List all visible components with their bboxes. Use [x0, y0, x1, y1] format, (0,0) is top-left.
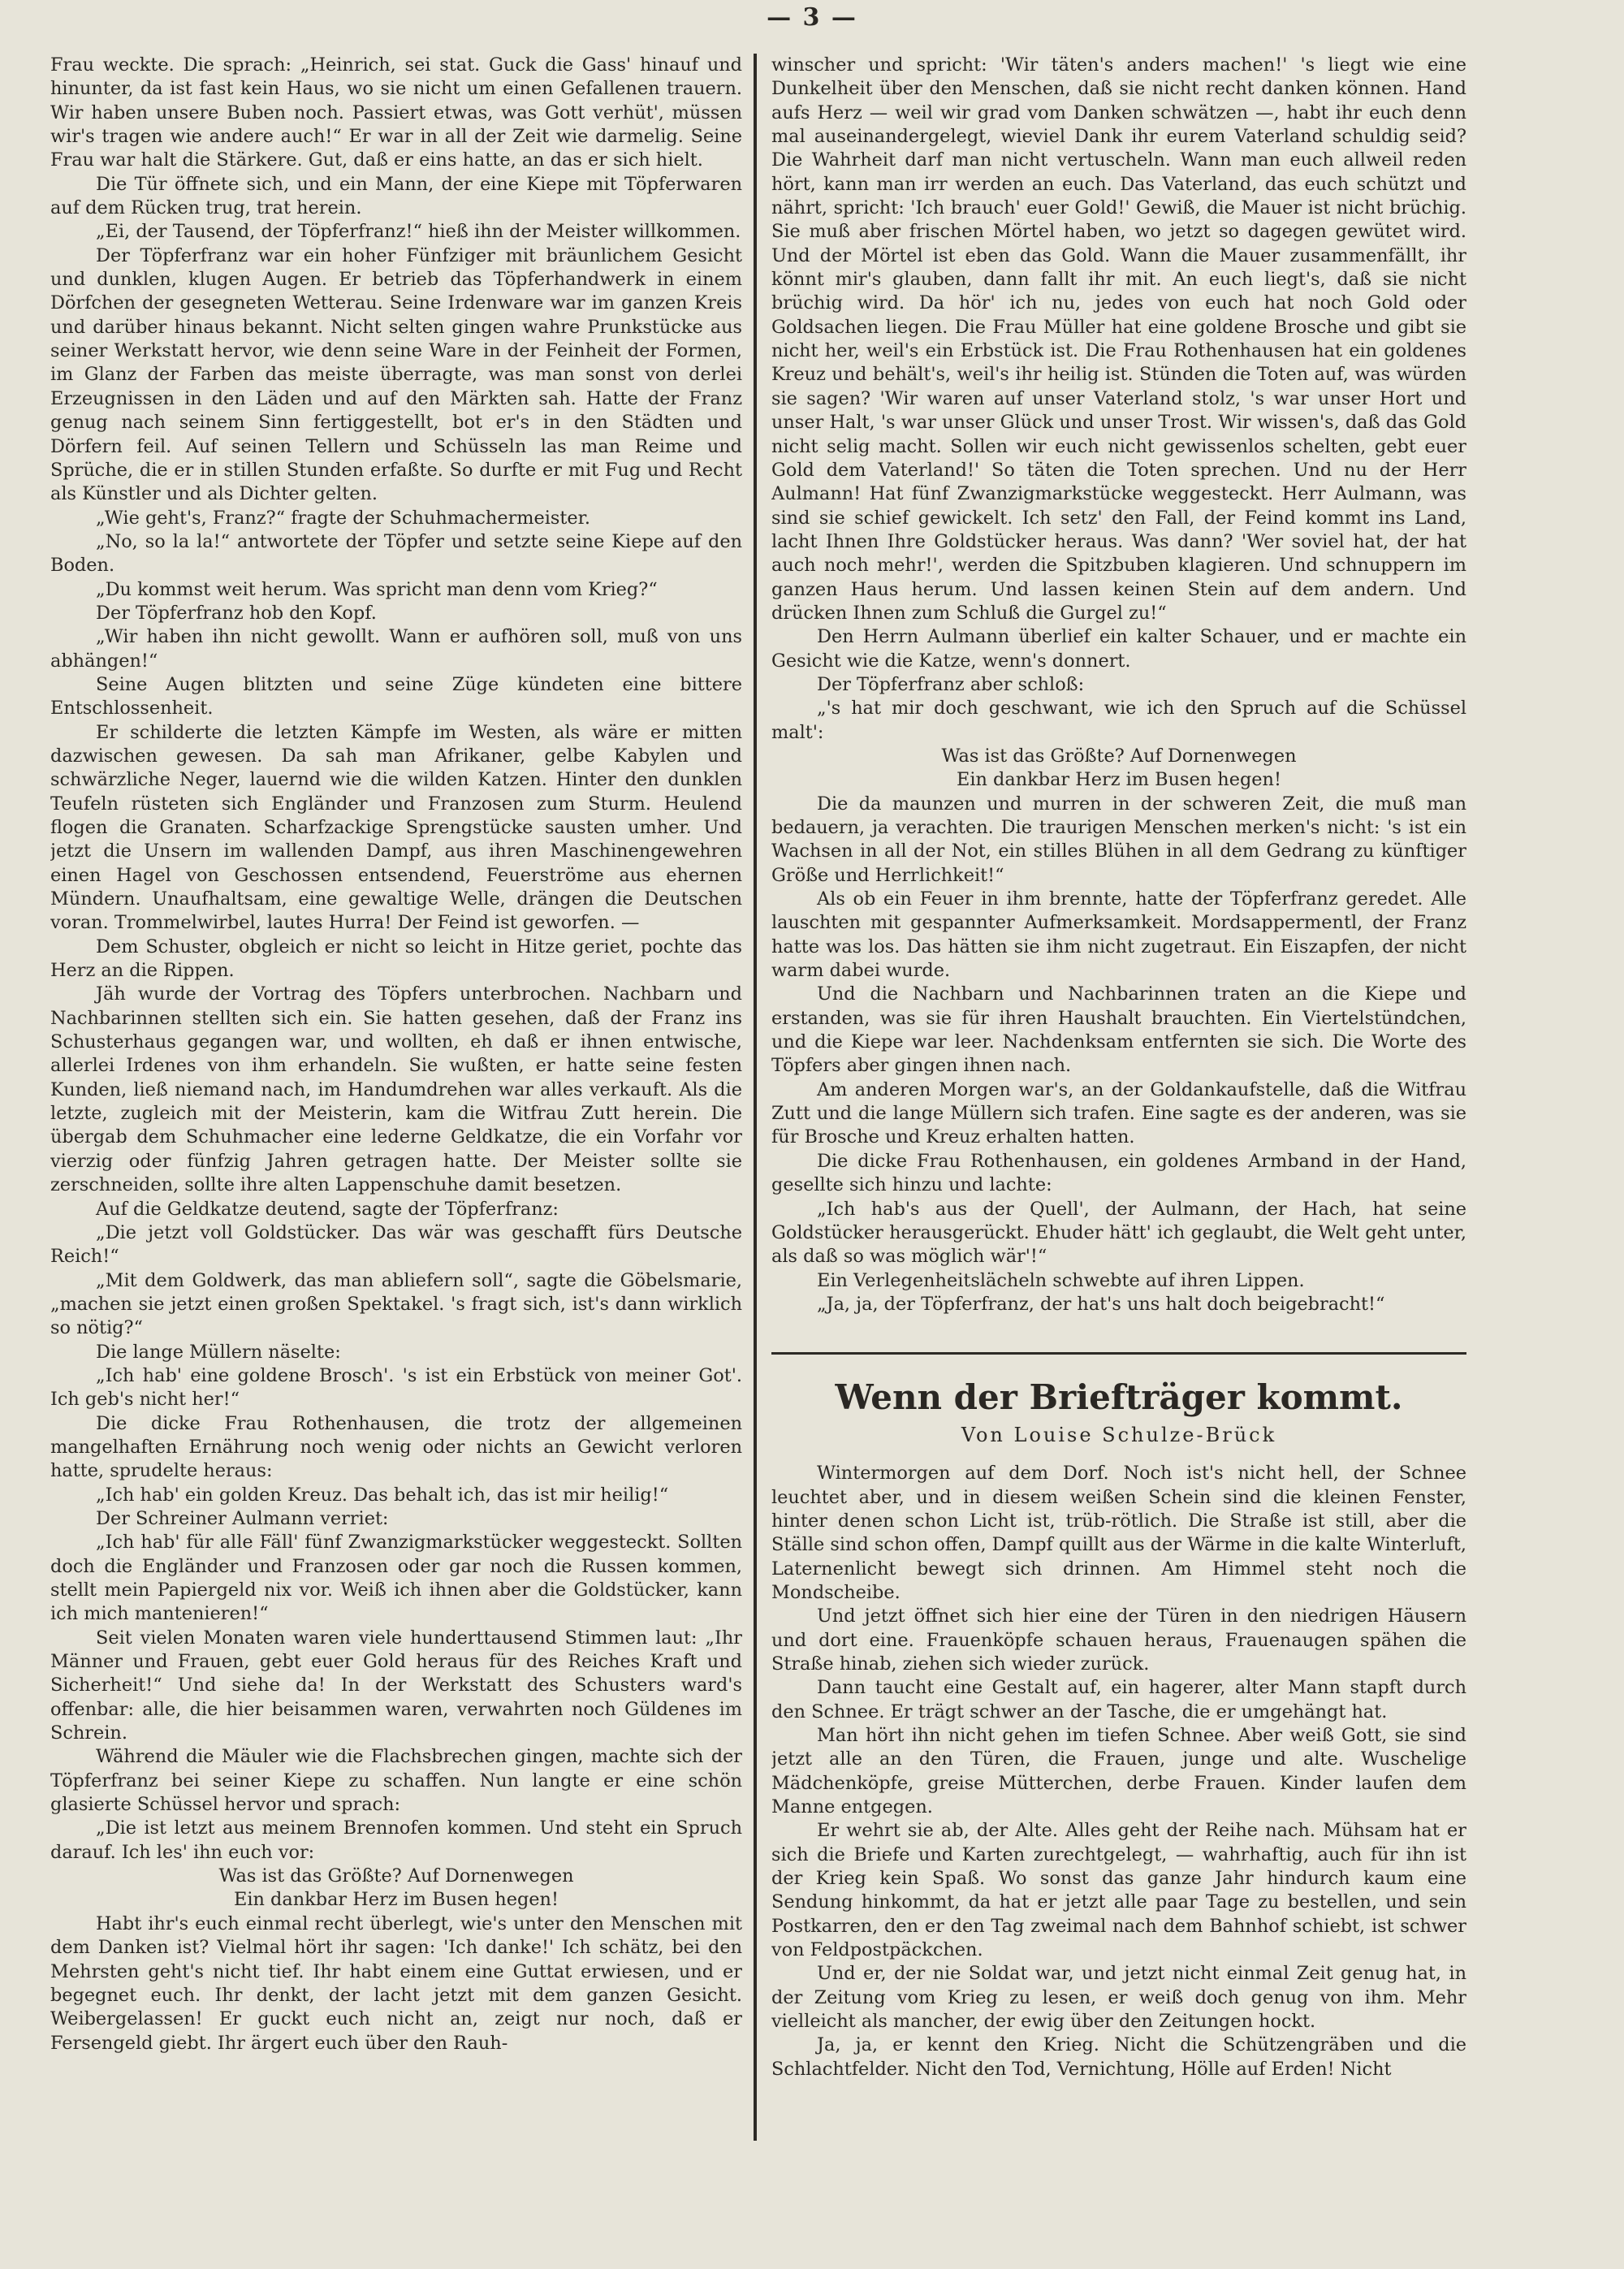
story-paragraphs [771, 1462, 1466, 2081]
paragraph: Frau weckte. Die sprach: „Heinrich, sei stat. Guck die Gass' hinauf und hinunter, da ist fast kein Haus, wo sie nicht um einen Gefallenen trauern. Wir haben unsere Buben noch. Passiert etwas, was Gott verhüt', müssen wir's tragen wie andere auch!“ Er war in all der Zeit wie darmelig. Seine Frau war halt die Stärkere. Gut, daß er eins hatte, an das er sich hielt. [50, 54, 742, 171]
paragraph: „No, so la la!“ antwortete der Töpfer und setzte seine Kiepe auf den Boden. [50, 530, 742, 577]
verse-line: Was ist das Größte? Auf Dornenwegen [941, 745, 1297, 767]
page-number: — 3 — [767, 3, 857, 32]
paragraph: Seine Augen blitzten und seine Züge kündeten eine bittere Entschlossenheit. [50, 673, 742, 720]
paragraph: Auf die Geldkatze deutend, sagte der Töpferfranz: [96, 1198, 559, 1220]
paragraph: Ja, ja, er kennt den Krieg. Nicht die Schützengräben und die Schlachtfelder. Nicht den Tod, Vernichtung, Hölle auf Erden! Nicht [771, 2034, 1466, 2080]
story-author: Von Louise Schulze-Brück [961, 1424, 1277, 1447]
paragraph: „Ja, ja, der Töpferfranz, der hat's uns halt doch beigebracht!“ [817, 1293, 1385, 1315]
paragraph: Und er, der nie Soldat war, und jetzt nicht einmal Zeit genug hat, in der Zeitung vom Krieg zu lesen, er weiß doch genug von ihm. Mehr vielleicht als mancher, der ewig über den Zeitungen hockt. [771, 1963, 1466, 2033]
paragraph: „Ich hab' für alle Fäll' fünf Zwanzigmarkstücker weggesteckt. Sollten doch die Engländer und Franzosen oder gar noch die Russen kommen, stellt mein Papiergeld nix vor. Weiß ich ihnen aber die Goldstücker, kann ich mich mantenieren!“ [50, 1532, 742, 1625]
paragraph: „Die ist letzt aus meinem Brennofen kommen. Und steht ein Spruch darauf. Ich les' ihn euch vor: [50, 1817, 742, 1863]
verse-line: Ein dankbar Herz im Busen hegen! [234, 1889, 559, 1911]
paragraph: Der Töpferfranz war ein hoher Fünfziger mit bräunlichem Gesicht und dunklen, klugen Augen. Er betrieb das Töpferhandwerk in einem Dörfchen der gesegneten Wetterau. Seine Irdenware war im ganzen Kreis und darüber hinaus bekannt. Nicht selten gingen wahre Prunkstücke aus seiner Werkstatt hervor, wie denn seine Ware in der Feinheit der Formen, im Glanz der Farben das meiste überragte, was man sonst von derlei Erzeugnissen in den Läden und auf den Märkten sah. Hatte der Franz genug nach seinem Sinn fertiggestellt, bot er's in den Städten und Dörfern feil. Auf seinen Tellern und Schüsseln las man Reime und Sprüche, die er in stillen Stunden erfaßte. So durfte er mit Fug und Recht als Künstler und als Dichter gelten. [50, 244, 742, 505]
paragraph: Den Herrn Aulmann überlief ein kalter Schauer, und er machte ein Gesicht wie die Katze, wenn's donnert. [771, 626, 1466, 672]
paragraph: „Ich hab' ein golden Kreuz. Das behalt ich, das ist mir heilig!“ [96, 1484, 669, 1506]
paragraph: Er schilderte die letzten Kämpfe im Westen, als wäre er mitten dazwischen gewesen. Da sah man Afrikaner, gelbe Kabylen und schwärzliche Neger, lauernd wie die wilden Katzen. Hinter den dunklen Teufeln rüsteten sich Engländer und Franzosen zum Sturm. Heulend flogen die Granaten. Scharfzackige Sprengstücke sausten umher. Und jetzt die Unsern im wallenden Dampf, aus ihren Maschinengewehren einen Hagel von Geschossen entsendend, Feuerströme aus ehernen Mündern. Unaufhaltsam, eine gewaltige Welle, drängen die Deutschen voran. Trommelwirbel, lautes Hurra! Der Feind ist geworfen. — [50, 721, 742, 934]
paragraph: Wintermorgen auf dem Dorf. Noch ist's nicht hell, der Schnee leuchtet aber, und in diesem weißen Schein sind die kleinen Fenster, hinter denen schon Licht ist, trüb-rötlich. Die Straße ist still, aber die Ställe sind schon offen, Dampf quillt aus der Wärme in die kalte Winterluft, Laternenlicht bewegt sich drinnen. Am Himmel steht noch die Mondscheibe. [771, 1463, 1466, 1603]
paragraph: Dann taucht eine Gestalt auf, ein hagerer, alter Mann stapft durch den Schnee. Er trägt schwer an der Tasche, die er umgehängt hat. [771, 1677, 1466, 1722]
paragraph: Ein Verlegenheitslächeln schwebte auf ihren Lippen. [817, 1269, 1305, 1291]
paragraph: Der Schreiner Aulmann verriet: [96, 1507, 389, 1529]
paragraph: Und die Nachbarn und Nachbarinnen traten an die Kiepe und erstanden, was sie für ihren Haushalt brauchten. Ein Viertelstündchen, und die Kiepe war leer. Nachdenksam entfernten sie sich. Die Worte des Töpfers aber gingen ihnen nach. [771, 983, 1466, 1077]
paragraph: „Ich hab's aus der Quell', der Aulmann, der Hach, hat seine Goldstücker herausgerückt. Ehuder hätt' ich geglaubt, die Welt geht unter, als daß so was möglich wär'!“ [771, 1198, 1466, 1268]
paragraph: Man hört ihn nicht gehen im tiefen Schnee. Aber weiß Gott, sie sind jetzt alle an den Türen, die Frauen, junge und alte. Wuschelige Mädchenköpfe, greise Mütterchen, derbe Frauen. Kinder laufen dem Manne entgegen. [771, 1725, 1466, 1818]
paragraph: winscher und spricht: 'Wir täten's anders machen!' 's liegt wie eine Dunkelheit über den Menschen, daß sie nicht recht danken können. Hand aufs Herz — weil wir grad vom Danken schwätzen —, habt ihr euch denn mal auseinandergelegt, wieviel Dank ihr eurem Vaterland schuldig seid? Die Wahrheit darf man nicht vertuscheln. Wann man euch allweil reden hört, kann man irr werden an euch. Das Vaterland, das euch schützt und nährt, spricht: 'Ich brauch' euer Gold!' Gewiß, die Mauer ist nicht brüchig. Sie muß aber frischen Mörtel haben, wo jetzt so dagegen gewütet wird. Und der Mörtel ist eben das Gold. Wann die Mauer zusammenfällt, ihr könnt mir's glauben, dann fallt ihr mit. An euch liegt's, daß sie nicht brüchig wird. Da hör' ich nu, jedes von euch hat noch Gold oder Goldsachen liegen. Die Frau Müller hat eine goldene Brosche und gibt sie nicht her, weil's ein Erbstück ist. Die Frau Rothenhausen hat ein goldenes Kreuz und behält's, weil's ihr heilig ist. Stünden die Toten auf, was würden sie sagen? 'Wir waren auf unser Vaterland stolz, 's war unser Hort und unser Halt, 's war unser Glück und unser Trost. Wir wissen's, daß das Gold nicht selig macht. Sollen wir euch nicht gewissenlos schelten, gebt euer Gold dem Vaterland!' So täten die Toten sprechen. Und nu der Herr Aulmann! Hat fünf Zwanzigmarkstücke weggesteckt. Herr Aulmann, was sind sie schief gewickelt. Ich setz' den Fall, der Feind kommt ins Land, lacht Ihnen Ihre Goldstücker heraus. Was dann? 'Wer soviel hat, der hat auch noch mehr!', werden die Spitzbuben klagieren. Und schnuppern im ganzen Haus herum. Und lassen keinen Stein auf dem andern. Und drücken Ihnen zum Schluß die Gurgel zu!“ [771, 54, 1466, 624]
paragraph: „Wie geht's, Franz?“ fragte der Schuhmachermeister. [96, 507, 591, 529]
paragraph: Die da maunzen und murren in der schweren Zeit, die muß man bedauern, ja verachten. Die traurigen Menschen merken's nicht: 's ist ein Wachsen in all der Not, ein stilles Blühen in all dem Gedrang zu künftiger Größe und Herrlichkeit!“ [771, 793, 1466, 886]
paragraph: „Ei, der Tausend, der Töpferfranz!“ hieß ihn der Meister willkommen. [96, 221, 741, 243]
left-after-verse [50, 1912, 742, 2055]
verse-line: Was ist das Größte? Auf Dornenwegen [218, 1865, 574, 1887]
paragraph: Als ob ein Feuer in ihm brennte, hatte der Töpferfranz geredet. Alle lauschten mit gespannter Aufmerksamkeit. Mordsappermentl, der Franz hatte was los. Das hätten sie ihm nicht zugetraut. Ein Eiszapfen, der nicht warm dabei wurde. [771, 888, 1466, 982]
paragraph: Er wehrt sie ab, der Alte. Alles geht der Reihe nach. Mühsam hat er sich die Briefe und Karten zurechtgelegt, — wahrhaftig, auch für ihn ist der Krieg kein Spaß. Wo sonst das ganze Jahr hindurch kaum eine Sendung hinkommt, da hat er jetzt alle paar Tage zu bestellen, und sein Postkarren, den er den Tag zweimal nach dem Bahnhof schiebt, ist schwer von Feldpostpäckchen. [771, 1820, 1466, 1961]
paragraph: Dem Schuster, obgleich er nicht so leicht in Hitze geriet, pochte das Herz an die Rippen. [50, 936, 742, 982]
paragraph: Seit vielen Monaten waren viele hunderttausend Stimmen laut: „Ihr Männer und Frauen, gebt euer Gold heraus für des Reiches Kraft und Sicherheit!“ Und siehe da! In der Werkstatt des Schusters ward's offenbar: alle, die hier beisammen waren, verwahrten noch Güldenes im Schrein. [50, 1627, 742, 1744]
paragraph: „Die jetzt voll Goldstücker. Das wär was geschafft fürs Deutsche Reich!“ [50, 1221, 742, 1268]
paragraph: „Mit dem Goldwerk, das man abliefern soll“, sagte die Göbelsmarie, „machen sie jetzt einen großen Spektakel. 's fragt sich, ist's dann wirklich so nötig?“ [50, 1269, 742, 1339]
paragraph: „'s hat mir doch geschwant, wie ich den Spruch auf die Schüssel malt': [771, 698, 1466, 743]
column-divider [754, 54, 757, 2141]
paragraph: Die Tür öffnete sich, und ein Mann, der eine Kiepe mit Töpferwaren auf dem Rücken trug, trat herein. [50, 173, 742, 219]
right-paragraphs [771, 54, 1466, 745]
paragraph: Die lange Müllern näselte: [96, 1341, 341, 1363]
right-after-verse [771, 793, 1466, 1317]
right-column [771, 54, 1466, 2141]
left-column [50, 54, 742, 2141]
paragraph: Jäh wurde der Vortrag des Töpfers unterbrochen. Nachbarn und Nachbarinnen stellten sich ein. Sie hatten gesehen, daß der Franz ins Schusterhaus gegangen war, und wollten, eh daß er ihnen entwische, allerlei Irdenes von ihm erhandeln. Sie wußten, er hatte seine festen Kunden, ließ niemand nach, im Handumdrehen war alles verkauft. Als die letzte, zugleich mit der Meisterin, kam die Witfrau Zutt herein. Die übergab dem Schuhmacher eine lederne Geldkatze, die ein Vorfahr vor vierzig oder fünfzig Jahren getragen hatte. Der Meister sollte sie zerschneiden, sollte ihre alten Lappenschuhe damit besetzen. [50, 983, 742, 1196]
story-separator [771, 1352, 1466, 1355]
paragraph: Die dicke Frau Rothenhausen, die trotz der allgemeinen mangelhaften Ernährung noch wenig oder nichts an Gewicht verloren hatte, sprudelte heraus: [50, 1412, 742, 1482]
paragraph: Während die Mäuler wie die Flachsbrechen gingen, machte sich der Töpferfranz bei seiner Kiepe zu schaffen. Nun langte er eine schön glasierte Schüssel hervor und sprach: [50, 1746, 742, 1816]
paragraph: Und jetzt öffnet sich hier eine der Türen in den niedrigen Häusern und dort eine. Frauenköpfe schauen heraus, Frauenaugen spähen die Straße hinab, ziehen sich wieder zurück. [771, 1606, 1466, 1675]
paragraph: Die dicke Frau Rothenhausen, ein goldenes Armband in der Hand, gesellte sich hinzu und lachte: [771, 1150, 1466, 1196]
left-paragraphs [50, 54, 742, 1865]
story-title: Wenn der Briefträger kommt. [835, 1377, 1403, 1418]
verse-line: Ein dankbar Herz im Busen hegen! [957, 769, 1281, 791]
paragraph: „Wir haben ihn nicht gewollt. Wann er aufhören soll, muß von uns abhängen!“ [50, 626, 742, 672]
paragraph: Am anderen Morgen war's, an der Goldankaufstelle, daß die Witfrau Zutt und die lange Müllern sich trafen. Eine sagte es der anderen, was sie für Brosche und Kreuz erhalten hatten. [771, 1078, 1466, 1148]
paragraph: Habt ihr's euch einmal recht überlegt, wie's unter den Menschen mit dem Danken ist? Vielmal hört ihr sagen: 'Ich danke!' Ich schätz, bei den Mehrsten geht's nicht tief. Ihr habt einem eine Guttat erwiesen, und er begegnet euch. Ihr denkt, der lacht jetzt mit dem ganzen Gesicht. Weibergelassen! Er guckt euch nicht an, zeigt nur noch, daß er Fersengeld giebt. Ihr ärgert euch über den Rauh- [50, 1912, 742, 2054]
paragraph: Der Töpferfranz hob den Kopf. [96, 602, 377, 624]
right-verse [771, 745, 1466, 793]
left-verse [50, 1865, 742, 1912]
paragraph: „Ich hab' eine goldene Brosch'. 's ist ein Erbstück von meiner Got'. Ich geb's nicht her!“ [50, 1364, 742, 1411]
paragraph: „Du kommst weit herum. Was spricht man denn vom Krieg?“ [96, 578, 658, 600]
paragraph: Der Töpferfranz aber schloß: [817, 673, 1085, 695]
